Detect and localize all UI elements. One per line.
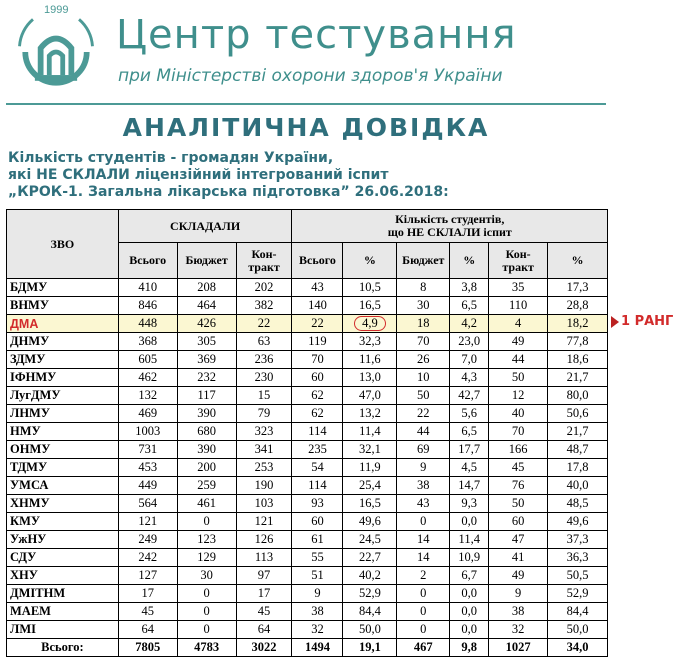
value-cell: 10,9 [450, 549, 489, 567]
value-cell: 13,2 [343, 405, 397, 423]
table-row [7, 621, 608, 639]
value-cell: 253 [236, 459, 292, 477]
value-cell: 166 [489, 441, 548, 459]
zvo-cell: ДМІТНМ [7, 585, 119, 603]
value-cell: 121 [118, 513, 177, 531]
table-row [7, 477, 608, 495]
table-row [7, 441, 608, 459]
value-cell: 127 [118, 567, 177, 585]
value-cell: 10 [397, 369, 450, 387]
value-cell: 49,6 [548, 513, 608, 531]
value-cell: 17,3 [548, 279, 608, 297]
value-cell: 64 [118, 621, 177, 639]
value-cell: 28,8 [548, 297, 608, 315]
value-cell: 140 [292, 297, 343, 315]
document-subtitle [8, 150, 608, 201]
value-cell: 9 [292, 585, 343, 603]
zvo-cell: ХНУ [7, 567, 119, 585]
value-cell: 9 [397, 459, 450, 477]
value-cell: 0 [177, 585, 236, 603]
header-percent: % [548, 243, 608, 279]
table-row [7, 585, 608, 603]
value-cell: 47,0 [343, 387, 397, 405]
value-cell: 60 [292, 513, 343, 531]
value-cell: 232 [177, 369, 236, 387]
value-cell: 11,4 [343, 423, 397, 441]
zvo-cell: ТДМУ [7, 459, 119, 477]
value-cell: 9,8 [450, 639, 489, 657]
value-cell: 17,8 [548, 459, 608, 477]
value-cell: 0 [397, 585, 450, 603]
table-row [7, 513, 608, 531]
zvo-cell: Всього: [7, 639, 119, 657]
value-cell: 54 [292, 459, 343, 477]
value-cell: 36,3 [548, 549, 608, 567]
value-cell: 77,8 [548, 333, 608, 351]
value-cell: 60 [292, 369, 343, 387]
value-cell: 93 [292, 495, 343, 513]
circled-value: 4,9 [354, 316, 386, 331]
value-cell: 76 [489, 477, 548, 495]
value-cell: 69 [397, 441, 450, 459]
value-cell: 117 [177, 387, 236, 405]
value-cell: 55 [292, 549, 343, 567]
value-cell: 10,5 [343, 279, 397, 297]
value-cell: 129 [177, 549, 236, 567]
value-cell: 7805 [118, 639, 177, 657]
value-cell: 235 [292, 441, 343, 459]
value-cell: 84,4 [548, 603, 608, 621]
value-cell: 70 [292, 351, 343, 369]
value-cell: 38 [292, 603, 343, 621]
value-cell: 6,5 [450, 297, 489, 315]
zvo-cell: УМСА [7, 477, 119, 495]
value-cell: 464 [177, 297, 236, 315]
value-cell: 35 [489, 279, 548, 297]
value-cell: 38 [489, 603, 548, 621]
value-cell: 11,6 [343, 351, 397, 369]
value-cell: 236 [236, 351, 292, 369]
value-cell: 200 [177, 459, 236, 477]
value-cell: 62 [292, 387, 343, 405]
table-body [7, 279, 608, 657]
value-cell: 4 [489, 315, 548, 333]
value-cell: 17 [236, 585, 292, 603]
value-cell: 0 [177, 513, 236, 531]
value-cell: 18 [397, 315, 450, 333]
value-cell: 605 [118, 351, 177, 369]
zvo-cell: ДНМУ [7, 333, 119, 351]
value-cell: 6,5 [450, 423, 489, 441]
value-cell: 369 [177, 351, 236, 369]
value-cell: 249 [118, 531, 177, 549]
value-cell: 50 [397, 387, 450, 405]
value-cell: 17,7 [450, 441, 489, 459]
value-cell: 0 [397, 603, 450, 621]
value-cell: 123 [177, 531, 236, 549]
value-cell: 2 [397, 567, 450, 585]
value-cell: 9 [489, 585, 548, 603]
value-cell: 323 [236, 423, 292, 441]
value-cell: 461 [177, 495, 236, 513]
value-cell: 50 [489, 495, 548, 513]
value-cell: 30 [397, 297, 450, 315]
value-cell: 119 [292, 333, 343, 351]
header-failed-contract [489, 243, 548, 279]
zvo-cell: НМУ [7, 423, 119, 441]
value-cell: 48,7 [548, 441, 608, 459]
value-cell: 32 [292, 621, 343, 639]
organization-subtitle: при Міністерстві охорони здоров'я України [118, 66, 503, 86]
value-cell: 410 [118, 279, 177, 297]
value-cell: 22 [236, 315, 292, 333]
value-cell: 469 [118, 405, 177, 423]
value-cell: 49 [489, 567, 548, 585]
value-cell: 37,3 [548, 531, 608, 549]
value-cell: 23,0 [450, 333, 489, 351]
table-row [7, 405, 608, 423]
value-cell: 51 [292, 567, 343, 585]
value-cell: 16,5 [343, 297, 397, 315]
value-cell: 22 [292, 315, 343, 333]
header-failed [292, 210, 608, 243]
value-cell: 22,7 [343, 549, 397, 567]
value-cell: 8 [397, 279, 450, 297]
value-cell: 390 [177, 405, 236, 423]
value-cell: 84,4 [343, 603, 397, 621]
value-cell: 17 [118, 585, 177, 603]
value-cell: 50,5 [548, 567, 608, 585]
value-cell: 22 [397, 405, 450, 423]
value-cell: 47 [489, 531, 548, 549]
value-cell: 45 [489, 459, 548, 477]
table-row [7, 531, 608, 549]
value-cell: 110 [489, 297, 548, 315]
zvo-cell: МАЕМ [7, 603, 119, 621]
value-cell: 14,7 [450, 477, 489, 495]
value-cell: 32,1 [343, 441, 397, 459]
header-contract-line1: Кон- [251, 246, 277, 261]
value-cell: 61 [292, 531, 343, 549]
header-zvo: ЗВО [7, 210, 119, 279]
value-cell: 12 [489, 387, 548, 405]
value-cell: 60 [489, 513, 548, 531]
value-cell: 9,3 [450, 495, 489, 513]
value-cell: 38 [397, 477, 450, 495]
value-cell: 11,4 [450, 531, 489, 549]
value-cell: 41 [489, 549, 548, 567]
organization-name: Центр тестування [116, 12, 517, 58]
value-cell: 0 [397, 621, 450, 639]
value-cell: 114 [292, 423, 343, 441]
table-row [7, 315, 608, 333]
total-row [7, 639, 608, 657]
value-cell: 0 [177, 603, 236, 621]
value-cell: 1494 [292, 639, 343, 657]
value-cell: 48,5 [548, 495, 608, 513]
value-cell: 18,2 [548, 315, 608, 333]
value-cell: 0 [177, 621, 236, 639]
value-cell: 190 [236, 477, 292, 495]
table-row [7, 459, 608, 477]
value-cell: 132 [118, 387, 177, 405]
subtitle-line: які НЕ СКЛАЛИ ліцензійний інтегрований іспит [8, 167, 389, 183]
value-cell: 44 [397, 423, 450, 441]
value-cell: 52,9 [343, 585, 397, 603]
value-cell: 126 [236, 531, 292, 549]
header-divider [6, 103, 606, 105]
value-cell: 14 [397, 531, 450, 549]
value-cell: 25,4 [343, 477, 397, 495]
value-cell: 242 [118, 549, 177, 567]
zvo-cell: ЛМІ [7, 621, 119, 639]
value-cell: 114 [292, 477, 343, 495]
value-cell: 52,9 [548, 585, 608, 603]
header-contract-line2: тракт [248, 259, 280, 274]
header-percent: % [450, 243, 489, 279]
value-cell: 70 [397, 333, 450, 351]
value-cell: 467 [397, 639, 450, 657]
zvo-cell: КМУ [7, 513, 119, 531]
value-cell: 4,3 [450, 369, 489, 387]
zvo-cell: УжНУ [7, 531, 119, 549]
results-table [6, 209, 608, 657]
value-cell: 45 [236, 603, 292, 621]
value-cell [343, 315, 397, 333]
value-cell: 462 [118, 369, 177, 387]
table-row [7, 297, 608, 315]
table-row [7, 603, 608, 621]
zvo-cell: ІФНМУ [7, 369, 119, 387]
value-cell: 680 [177, 423, 236, 441]
founding-year: 1999 [44, 4, 69, 16]
value-cell: 40 [489, 405, 548, 423]
value-cell: 70 [489, 423, 548, 441]
zvo-cell: БДМУ [7, 279, 119, 297]
table-row [7, 369, 608, 387]
value-cell: 113 [236, 549, 292, 567]
value-cell: 34,0 [548, 639, 608, 657]
value-cell: 0,0 [450, 603, 489, 621]
table-row [7, 567, 608, 585]
header-total: Всього [118, 243, 177, 279]
rank-label: 1 РАНГ [621, 314, 673, 329]
zvo-cell: ХНМУ [7, 495, 119, 513]
value-cell: 0,0 [450, 513, 489, 531]
header-failed-budget: Бюджет [397, 243, 450, 279]
value-cell: 103 [236, 495, 292, 513]
value-cell: 5,6 [450, 405, 489, 423]
table-row [7, 279, 608, 297]
value-cell: 43 [292, 279, 343, 297]
table-row [7, 423, 608, 441]
value-cell: 731 [118, 441, 177, 459]
center-logo-icon [8, 4, 104, 100]
value-cell: 448 [118, 315, 177, 333]
value-cell: 259 [177, 477, 236, 495]
zvo-cell: ЛугДМУ [7, 387, 119, 405]
table-row [7, 351, 608, 369]
value-cell: 16,5 [343, 495, 397, 513]
header-failed-total: Всього [292, 243, 343, 279]
table-row [7, 549, 608, 567]
value-cell: 18,6 [548, 351, 608, 369]
header-contract-line1: Кон- [505, 246, 531, 261]
value-cell: 26 [397, 351, 450, 369]
table-row [7, 387, 608, 405]
value-cell: 4,5 [450, 459, 489, 477]
value-cell: 13,0 [343, 369, 397, 387]
zvo-cell: ВНМУ [7, 297, 119, 315]
value-cell: 341 [236, 441, 292, 459]
value-cell: 121 [236, 513, 292, 531]
value-cell: 0 [397, 513, 450, 531]
value-cell: 63 [236, 333, 292, 351]
value-cell: 64 [236, 621, 292, 639]
value-cell: 19,1 [343, 639, 397, 657]
rank-annotation [611, 314, 673, 329]
value-cell: 390 [177, 441, 236, 459]
value-cell: 50,0 [343, 621, 397, 639]
value-cell: 6,7 [450, 567, 489, 585]
subtitle-line: „КРОК-1. Загальна лікарська підготовка” 26.06.2018: [8, 184, 449, 200]
value-cell: 4,2 [450, 315, 489, 333]
zvo-cell: ЛНМУ [7, 405, 119, 423]
value-cell: 79 [236, 405, 292, 423]
subtitle-line: Кількість студентів - громадян України, [8, 150, 334, 166]
value-cell: 21,7 [548, 423, 608, 441]
zvo-cell: ОНМУ [7, 441, 119, 459]
document-title: АНАЛІТИЧНА ДОВІДКА [122, 113, 490, 142]
value-cell: 305 [177, 333, 236, 351]
value-cell: 49,6 [343, 513, 397, 531]
value-cell: 24,5 [343, 531, 397, 549]
value-cell: 11,9 [343, 459, 397, 477]
value-cell: 50 [489, 369, 548, 387]
header-contract-line2: тракт [502, 259, 534, 274]
value-cell: 15 [236, 387, 292, 405]
value-cell: 42,7 [450, 387, 489, 405]
value-cell: 97 [236, 567, 292, 585]
table-row [7, 333, 608, 351]
value-cell: 0,0 [450, 621, 489, 639]
value-cell: 426 [177, 315, 236, 333]
value-cell: 21,7 [548, 369, 608, 387]
header-failed-line1: Кількість студентів, [395, 212, 505, 226]
header-budget: Бюджет [177, 243, 236, 279]
rank-arrow-icon [611, 316, 619, 328]
value-cell: 368 [118, 333, 177, 351]
value-cell: 40,2 [343, 567, 397, 585]
value-cell: 62 [292, 405, 343, 423]
value-cell: 50,0 [548, 621, 608, 639]
value-cell: 208 [177, 279, 236, 297]
value-cell: 1027 [489, 639, 548, 657]
value-cell: 564 [118, 495, 177, 513]
value-cell: 230 [236, 369, 292, 387]
zvo-cell: ЗДМУ [7, 351, 119, 369]
value-cell: 43 [397, 495, 450, 513]
value-cell: 1003 [118, 423, 177, 441]
value-cell: 846 [118, 297, 177, 315]
value-cell: 40,0 [548, 477, 608, 495]
value-cell: 80,0 [548, 387, 608, 405]
value-cell: 453 [118, 459, 177, 477]
value-cell: 49 [489, 333, 548, 351]
value-cell: 449 [118, 477, 177, 495]
value-cell: 50,6 [548, 405, 608, 423]
value-cell: 45 [118, 603, 177, 621]
value-cell: 202 [236, 279, 292, 297]
value-cell: 3,8 [450, 279, 489, 297]
value-cell: 0,0 [450, 585, 489, 603]
zvo-cell: СДУ [7, 549, 119, 567]
value-cell: 44 [489, 351, 548, 369]
header-percent: % [343, 243, 397, 279]
value-cell: 4783 [177, 639, 236, 657]
value-cell: 382 [236, 297, 292, 315]
value-cell: 32,3 [343, 333, 397, 351]
zvo-cell: ДМА [7, 315, 119, 333]
value-cell: 32 [489, 621, 548, 639]
header-passed: СКЛАДАЛИ [118, 210, 292, 243]
header-failed-line2: що НЕ СКЛАЛИ іспит [387, 225, 512, 239]
header-contract [236, 243, 292, 279]
value-cell: 3022 [236, 639, 292, 657]
page-header [0, 0, 673, 110]
value-cell: 14 [397, 549, 450, 567]
table-row [7, 495, 608, 513]
value-cell: 30 [177, 567, 236, 585]
value-cell: 7,0 [450, 351, 489, 369]
